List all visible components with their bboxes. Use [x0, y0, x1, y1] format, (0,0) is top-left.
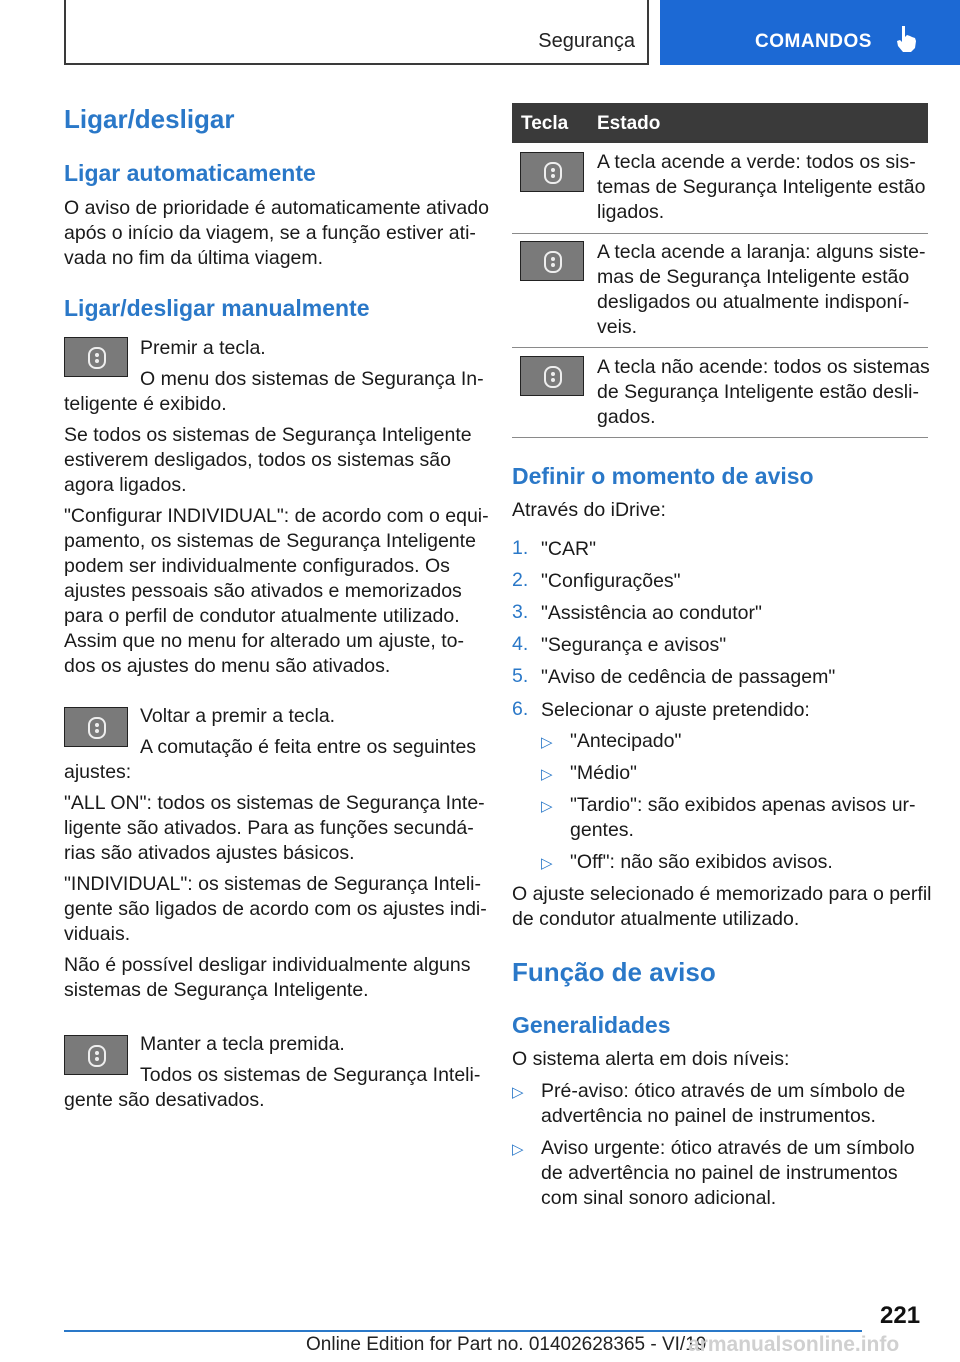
watermark: armanualsonline.info [688, 1333, 900, 1356]
footer-divider [64, 1330, 862, 1332]
text-line: Todos os sistemas de Segurança Inteli- [140, 1064, 481, 1086]
bullet-triangle-icon: ▷ [512, 1141, 524, 1158]
auto-title: Ligar automaticamente [64, 160, 316, 186]
step1-text [140, 336, 484, 392]
text-line: de Segurança Inteligente estão desli- [597, 381, 919, 403]
text-line: Manter a tecla premida. [140, 1033, 345, 1055]
step-number: 3. [512, 601, 529, 623]
table-cell-state [597, 240, 925, 340]
step-text: "Segurança e avisos" [541, 634, 727, 656]
function-title: Função de aviso [512, 957, 716, 987]
section-title: Ligar/desligar [64, 104, 235, 134]
header-chapter-title: COMANDOS [755, 31, 872, 52]
step-text: "Assistência ao condutor" [541, 602, 762, 624]
step-number: 4. [512, 633, 529, 655]
step-number: 1. [512, 537, 529, 559]
table-header [512, 103, 928, 143]
level-text [541, 1136, 915, 1211]
bullet-triangle-icon: ▷ [512, 1084, 524, 1101]
safety-key-icon [86, 1044, 108, 1068]
text-line: O menu dos sistemas de Segurança In- [140, 368, 484, 390]
safety-key-icon [86, 716, 108, 740]
text-line: de advertência no painel de instrumentos [541, 1162, 898, 1184]
level-text [541, 1079, 905, 1129]
header-section-title: Segurança [538, 30, 635, 52]
bullet-triangle-icon: ▷ [541, 734, 553, 751]
step-number: 6. [512, 698, 529, 720]
safety-key-icon [542, 365, 564, 389]
header-section-box [64, 0, 649, 65]
text-line: dos os ajustes do menu são ativados. [64, 655, 391, 677]
text-line: O aviso de prioridade é automaticamente ativado [64, 197, 489, 219]
text-line: veis. [597, 316, 638, 338]
step2-text [140, 704, 476, 760]
safety-key-icon [542, 161, 564, 185]
text-line: A tecla não acende: todos os sistemas [597, 356, 930, 378]
text-line: "ALL ON": todos os sistemas de Segurança Inte- [64, 792, 485, 814]
text-line: ligente são ativados. Para as funções secundá- [64, 817, 474, 839]
header-chapter-tab[interactable] [660, 0, 960, 65]
safety-key-image [64, 707, 128, 747]
text-line: sistemas de Segurança Inteligente. [64, 979, 369, 1001]
text-line: pamento, os sistemas de Segurança Inteligente [64, 530, 476, 552]
text-line: Não é possível desligar individualmente alguns [64, 954, 471, 976]
step-number: 5. [512, 665, 529, 687]
text-line: com sinal sonoro adicional. [541, 1187, 777, 1209]
row-divider [512, 233, 928, 234]
text-line: Voltar a premir a tecla. [140, 705, 336, 727]
orange-key-image [520, 241, 584, 281]
text-line: "Configurar INDIVIDUAL": de acordo com o equi- [64, 505, 489, 527]
text-line: A tecla acende a verde: todos os sis- [597, 151, 916, 173]
text-line: advertência no painel de instrumentos. [541, 1105, 876, 1127]
moment-after [512, 882, 931, 932]
text-line: após o início da viagem, se a função estiver ati- [64, 222, 476, 244]
page-number: 221 [880, 1302, 921, 1329]
text-line: mas de Segurança Inteligente estão [597, 266, 910, 288]
bullet-triangle-icon: ▷ [541, 798, 553, 815]
moment-title: Definir o momento de aviso [512, 463, 814, 489]
step-text: "Aviso de cedência de passagem" [541, 666, 836, 688]
general-title: Generalidades [512, 1012, 671, 1038]
safety-key-image [64, 337, 128, 377]
text-line: "Tardio": são exibidos apenas avisos ur- [570, 794, 916, 816]
text-line: ajustes pessoais são ativados e memorizados [64, 580, 462, 602]
step1-continued [64, 392, 489, 679]
option-text: "Off": não são exibidos avisos. [570, 851, 833, 873]
text-line: Aviso urgente: ótico através de um símbolo [541, 1137, 915, 1159]
step-text: "CAR" [541, 538, 597, 560]
safety-key-image [64, 1035, 128, 1075]
text-line: "INDIVIDUAL": os sistemas de Segurança Inteli- [64, 873, 482, 895]
text-line: Assim que no menu for alterado um ajuste, to- [64, 630, 464, 652]
step-text: "Configurações" [541, 570, 681, 592]
text-line: teligente é exibido. [64, 393, 227, 415]
text-line: gentes. [570, 819, 634, 841]
text-line: Se todos os sistemas de Segurança Inteligente [64, 424, 472, 446]
text-line: para o perfil de condutor atualmente utilizado. [64, 605, 460, 627]
text-line: Pré-aviso: ótico através de um símbolo de [541, 1080, 906, 1102]
manual-title: Ligar/desligar manualmente [64, 295, 370, 321]
text-line: Premir a tecla. [140, 337, 266, 359]
text-line: ajustes: [64, 761, 132, 783]
edition-text: Online Edition for Part no. 01402628365 - VI/19 [306, 1334, 707, 1355]
general-intro: O sistema alerta em dois níveis: [512, 1048, 790, 1070]
text-line: desligados ou atualmente indisponí- [597, 291, 910, 313]
step3-text [140, 1032, 480, 1088]
step2-continued [64, 760, 487, 1003]
moment-intro: Através do iDrive: [512, 499, 666, 521]
safety-key-icon [86, 346, 108, 370]
text-line: estiverem desligados, todos os sistemas são [64, 449, 451, 471]
text-line: temas de Segurança Inteligente estão [597, 176, 926, 198]
text-line: A comutação é feita entre os seguintes [140, 736, 477, 758]
text-line: de condutor atualmente utilizado. [512, 908, 800, 930]
row-divider [512, 347, 928, 348]
step-number: 2. [512, 569, 529, 591]
bullet-triangle-icon: ▷ [541, 766, 553, 783]
green-key-image [520, 152, 584, 192]
step-text: Selecionar o ajuste pretendido: [541, 699, 810, 721]
text-line: podem ser individualmente configurados. Os [64, 555, 450, 577]
text-line: ligados. [597, 201, 665, 223]
bullet-triangle-icon: ▷ [541, 855, 553, 872]
row-divider [512, 437, 928, 438]
text-line: A tecla acende a laranja: alguns siste- [597, 241, 926, 263]
text-line: gente são ligados de acordo com os ajustes indi- [64, 898, 487, 920]
off-key-image [520, 356, 584, 396]
text-line: vada no fim da última viagem. [64, 247, 324, 269]
text-line: gados. [597, 406, 656, 428]
table-cell-state [597, 150, 925, 225]
auto-paragraph [64, 196, 489, 271]
table-col-state: Estado [597, 113, 661, 134]
pointing-hand-icon [894, 24, 920, 54]
text-line: gente são desativados. [64, 1089, 265, 1111]
text-line: rias são ativados ajustes básicos. [64, 842, 355, 864]
text-line: agora ligados. [64, 474, 187, 496]
safety-key-icon [542, 250, 564, 274]
text-line: O ajuste selecionado é memorizado para o perfil [512, 883, 932, 905]
option-text: "Médio" [570, 762, 637, 784]
option-text [570, 793, 916, 843]
step3-continued [64, 1088, 265, 1113]
table-cell-state [597, 355, 930, 430]
text-line: viduais. [64, 923, 131, 945]
table-col-key: Tecla [521, 113, 569, 134]
option-text: "Antecipado" [570, 730, 682, 752]
